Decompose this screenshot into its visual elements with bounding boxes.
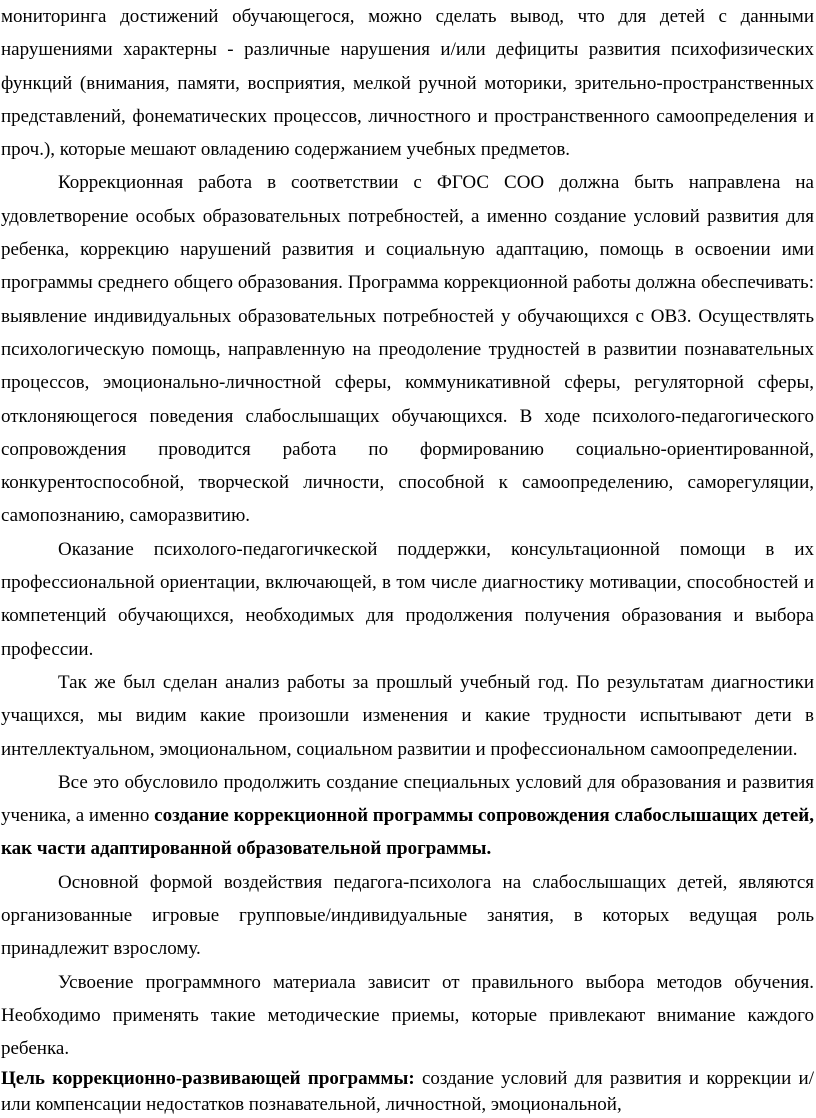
paragraph-monitoring-conclusion: мониторинга достижений обучающегося, можно сделать вывод, что для детей с данными нарушениями характерны - различные нарушения и/или дефициты развития психофизических функций (внимания, памяти, восприятия, мелкой ручной моторики, зрительно-пространственных представлений, фонематических процессов, личностного и пространственного самоопределения и проч.), которые мешают овладению содержанием учебных предметов.	[1, 6, 814, 161]
paragraph-correctional-work: Коррекционная работа в соответствии с ФГОС СОО должна быть направлена на удовлетворение особых образовательных потребностей, а именно создание условий развития для ребенка, коррекцию нарушений развития и социальную адаптацию, помощь в освоении ими программы среднего общего образования. Программа коррекционной работы должна обеспечивать: выявление индивидуальных образовательных потребностей у обучающихся с ОВЗ. Осуществлять психологическую помощь, направленную на преодоление трудностей в развитии познавательных процессов, эмоционально-личностной сферы, коммуникативной сферы, регуляторной сферы, отклоняющегося поведения слабослышащих обучающихся. В ходе психолого-педагогического сопровождения проводится работа по формированию социально-ориентированной, конкурентоспособной, творческой личности, способной к самоопределению, саморегуляции, самопознанию, саморазвитию.	[1, 172, 814, 527]
paragraph-analysis-last-year: Так же был сделан анализ работы за прошлый учебный год. По результатам диагностики учащихся, мы видим какие произошли изменения и какие трудности испытывают дети в интеллектуальном, эмоциональном, социальном развитии и профессиональном самоопределении.	[1, 671, 814, 760]
paragraph-learning-methods: Усвоение программного материала зависит от правильного выбора методов обучения. Необходимо применять такие методические приемы, которые привлекают внимание каждого ребенка.	[1, 971, 814, 1060]
paragraph-program-goal	[1, 1066, 814, 1118]
paragraph-main-form: Основной формой воздействия педагога-психолога на слабослышащих детей, являются организованные игровые групповые/индивидуальные занятия, в которых ведущая роль принадлежит взрослому.	[1, 871, 814, 960]
program-creation-bold-text: создание коррекционной программы сопровождения слабослышащих детей, как части адаптированной образовательной программы.	[1, 805, 814, 860]
paragraph-psychological-support: Оказание психолого-педагогичкеской поддержки, консультационной помощи в их профессиональной ориентации, включающей, в том числе диагностику мотивации, способностей и компетенций обучающихся, необходимых для продолжения получения образования и выбора профессии.	[1, 538, 814, 660]
paragraph-program-creation	[1, 766, 814, 866]
program-goal-heading: Цель коррекционно-развивающей программы:	[1, 1067, 415, 1089]
program-goal-text: создание условий для развития и коррекции и/или компенсации недостатков познавательной, личностной, эмоциональной,	[1, 1067, 814, 1115]
program-creation-text: Все это обусловило продолжить создание специальных условий для образования и развития ученика, а именно	[1, 771, 814, 827]
